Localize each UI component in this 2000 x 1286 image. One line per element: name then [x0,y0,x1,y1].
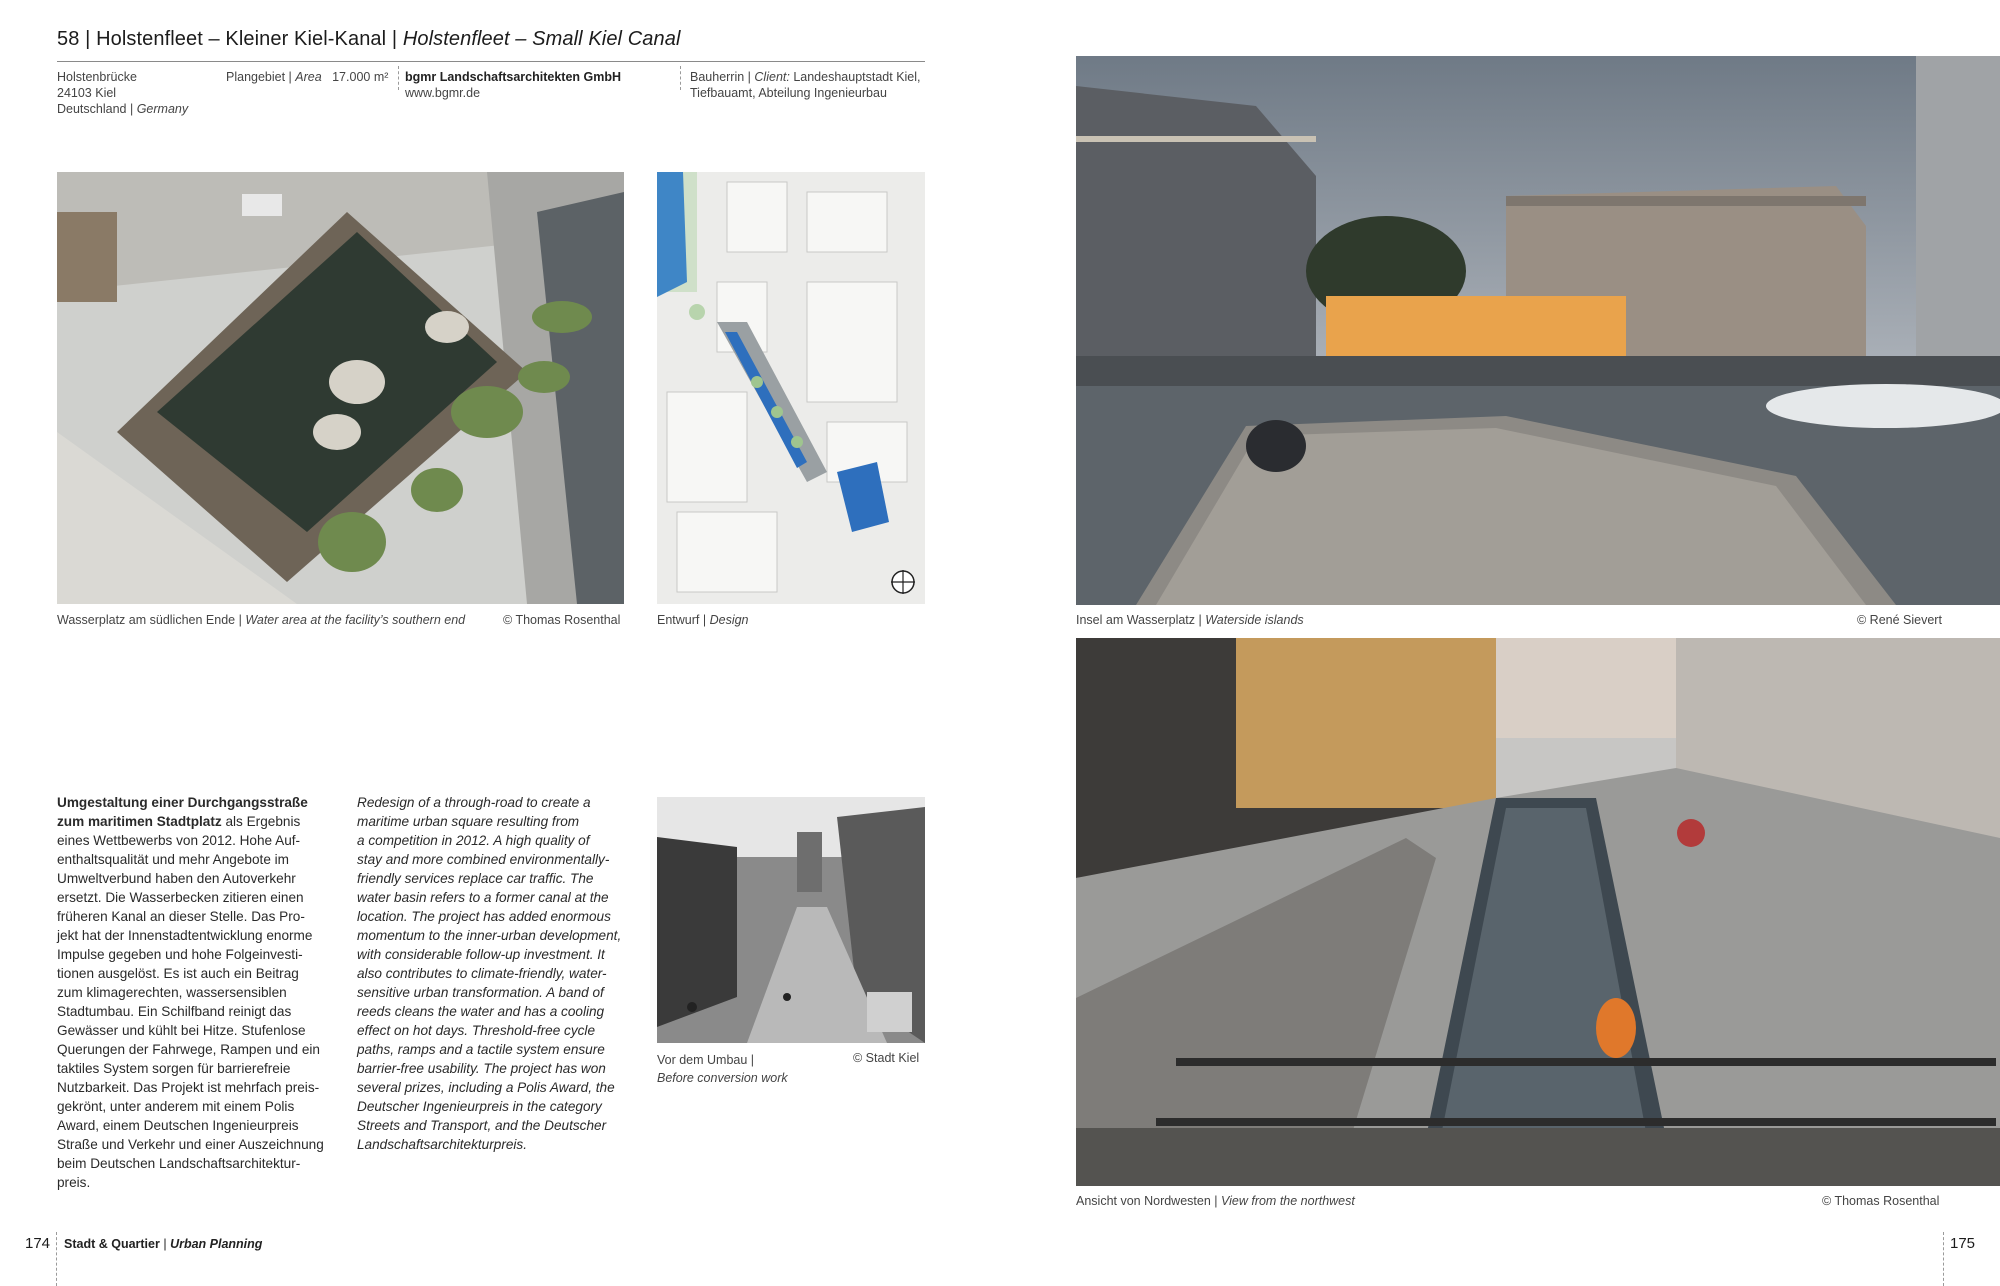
credit-before: © Stadt Kiel [853,1051,920,1065]
title-en: Holstenfleet – Small Kiel Canal [402,28,681,50]
caption-aerial: Wasserplatz am südlichen Ende | Water area at the facility’s southern end [57,613,466,627]
footer-divider [56,1232,57,1286]
title-de: Holstenfleet – Kleiner Kiel-Kanal [96,28,387,50]
credit-northwest: © Thomas Rosenthal [1822,1194,1940,1208]
body-lead: Umgestaltung einer Durchgangsstraße zum maritimen Stadtplatz [57,795,308,829]
caption-northwest: Ansicht von Nordwesten | View from the northwest [1076,1194,1355,1208]
architect-website: www.bgmr.de [405,86,481,100]
caption-plan: Entwurf | Design [657,613,749,627]
before-conversion-photo [657,797,925,1043]
header-rule [57,61,925,62]
body-text-de: Umgestaltung einer Durchgangsstraße zum maritimen Stadtplatz als Ergebnis eines Wettbewerbs von 2012. Hohe Auf- enthaltsqualität und mehr Angebote im Umweltverbund haben den Autoverkehr ersetzt. Die Wasserbecken zitieren einen früheren Kanal an dieser Stelle. Das Pro- jekt hat der Innenstadtentwicklung enorme Impulse gegeben und hohe Folgeinvesti- tionen ausgelöst. Es ist auch ein Beitrag zum klimagerechten, wassersensiblen Stadtumbau. Ein Schilfband reinigt das Gewässer und kühlt bei Hitze. Stufenlose Querungen der Fahrwege, Rampen und ein taktiles System sorgen für barrierefreie Nutzbarkeit. Das Projekt ist mehrfach preis- gekrönt, unter anderem mit einem Polis Award, einem Deutschen Ingenieurpreis Straße und Verkehr und einer Auszeichnung beim Deutschen Landschaftsarchitektur- preis. [57,795,324,1190]
section-label: Stadt & Quartier | Urban Planning [64,1237,263,1251]
meta-divider [680,66,681,90]
page-title: 58 | Holstenfleet – Kleiner Kiel-Kanal | Holstenfleet – Small Kiel Canal [57,28,681,50]
footer-divider [1943,1232,1944,1286]
project-address: Holstenbrücke 24103 Kiel Deutschland | Germany [57,70,189,116]
project-architect: bgmr Landschaftsarchitekten GmbH www.bgmr.de [405,70,622,100]
credit-aerial: © Thomas Rosenthal [503,613,621,627]
credit-island: © René Sievert [1857,613,1942,627]
site-plan-drawing [657,172,925,604]
northwest-view-photo [1076,638,2000,1186]
caption-island: Insel am Wasserplatz | Waterside islands [1076,613,1304,627]
caption-before: Vor dem Umbau | Before conversion work [657,1053,788,1085]
project-number: 58 [57,28,80,50]
body-text-en: Redesign of a through-road to create a maritime urban square resulting from a competition in 2012. A high quality of stay and more combined environmentally- friendly services replace car traffic. The water basin refers to a former canal at the location. The project has added enormous momentum to the inner-urban development, with considerable follow-up investment. It also contributes to climate-friendly, water- sensitive urban transformation. A band of reeds cleans the water and has a cooling effect on hot days. Threshold-free cycle paths, ramps and a tactile system ensure barrier-free usability. The project has won several prizes, including a Polis Award, the Deutscher Ingenieurpreis in the category Streets and Transport, and the Deutscher Landschaftsarchitekturpreis. [357,795,622,1152]
waterside-island-photo [1076,56,2000,605]
page-number-left: 174 [25,1235,51,1252]
page-number-right: 175 [1950,1235,1976,1252]
aerial-water-square-photo [57,172,624,604]
meta-divider [398,66,399,90]
project-client: Bauherrin | Client: Landeshauptstadt Kiel, Tiefbauamt, Abteilung Ingenieurbau [690,70,921,100]
project-area: Plangebiet | Area 17.000 m² [226,70,389,84]
